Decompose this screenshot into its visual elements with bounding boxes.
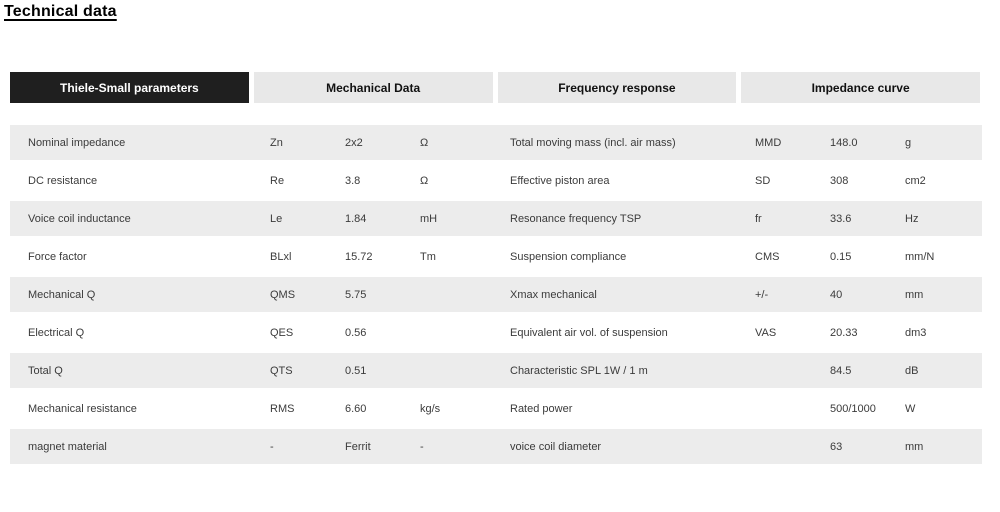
param-value: 0.15 <box>830 250 852 263</box>
param-label: Suspension compliance <box>510 250 627 263</box>
param-symbol: RMS <box>270 402 295 415</box>
param-unit: - <box>420 440 424 453</box>
param-unit: dB <box>905 364 919 377</box>
param-unit: Ω <box>420 136 429 149</box>
technical-data-table <box>10 125 982 467</box>
param-symbol: - <box>270 440 274 453</box>
param-label: Equivalent air vol. of suspension <box>510 326 668 339</box>
param-value: 2x2 <box>345 136 363 149</box>
tab-bar <box>10 72 980 103</box>
param-value: 308 <box>830 174 849 187</box>
param-unit: g <box>905 136 912 149</box>
param-value: 84.5 <box>830 364 852 377</box>
param-unit: Ω <box>420 174 429 187</box>
param-symbol: QMS <box>270 288 296 301</box>
param-unit: Hz <box>905 212 919 225</box>
param-symbol: Le <box>270 212 283 225</box>
param-unit: mm <box>905 440 924 453</box>
param-value: 33.6 <box>830 212 852 225</box>
param-unit: W <box>905 402 916 415</box>
param-value: 40 <box>830 288 843 301</box>
param-label: Mechanical Q <box>28 288 96 301</box>
param-symbol: MMD <box>755 136 782 149</box>
param-value: 5.75 <box>345 288 367 301</box>
param-label: DC resistance <box>28 174 98 187</box>
param-symbol: QTS <box>270 364 293 377</box>
param-label: magnet material <box>28 440 107 453</box>
table-row <box>10 239 982 274</box>
param-unit: mH <box>420 212 438 225</box>
param-unit: dm3 <box>905 326 927 339</box>
param-symbol: BLxl <box>270 250 292 263</box>
param-label: Resonance frequency TSP <box>510 212 642 225</box>
param-symbol: Zn <box>270 136 283 149</box>
param-value: Ferrit <box>345 440 371 453</box>
param-label: Rated power <box>510 402 573 415</box>
param-value: 3.8 <box>345 174 361 187</box>
param-symbol: CMS <box>755 250 780 263</box>
table-row <box>10 391 982 426</box>
table-row <box>10 201 982 236</box>
param-symbol: Re <box>270 174 285 187</box>
tab-frequency-response[interactable]: Frequency response <box>498 72 737 103</box>
param-unit: kg/s <box>420 402 441 415</box>
param-label: Total Q <box>28 364 63 377</box>
param-unit: mm <box>905 288 924 301</box>
param-label: Effective piston area <box>510 174 610 187</box>
param-value: 1.84 <box>345 212 367 225</box>
param-label: Force factor <box>28 250 87 263</box>
param-label: Mechanical resistance <box>28 402 137 415</box>
param-value: 148.0 <box>830 136 858 149</box>
param-label: Voice coil inductance <box>28 212 131 225</box>
param-value: 6.60 <box>345 402 367 415</box>
param-symbol: VAS <box>755 326 777 339</box>
table-row <box>10 125 982 160</box>
table-row <box>10 163 982 198</box>
tab-thiele-small-parameters[interactable]: Thiele-Small parameters <box>10 72 249 103</box>
param-symbol: SD <box>755 174 771 187</box>
param-value: 15.72 <box>345 250 373 263</box>
param-value: 500/1000 <box>830 402 876 415</box>
param-label: voice coil diameter <box>510 440 602 453</box>
param-label: Characteristic SPL 1W / 1 m <box>510 364 648 377</box>
table-row <box>10 353 982 388</box>
tab-mechanical-data[interactable]: Mechanical Data <box>254 72 493 103</box>
param-symbol: fr <box>755 212 762 225</box>
param-symbol: +/- <box>755 288 769 301</box>
param-symbol: QES <box>270 326 294 339</box>
param-label: Electrical Q <box>28 326 85 339</box>
page-title: Technical data <box>4 3 117 20</box>
param-label: Nominal impedance <box>28 136 126 149</box>
param-unit: mm/N <box>905 250 935 263</box>
param-value: 0.51 <box>345 364 367 377</box>
param-value: 0.56 <box>345 326 367 339</box>
table-row <box>10 315 982 350</box>
param-label: Total moving mass (incl. air mass) <box>510 136 676 149</box>
param-value: 20.33 <box>830 326 858 339</box>
table-row <box>10 429 982 464</box>
param-unit: cm2 <box>905 174 926 187</box>
param-value: 63 <box>830 440 843 453</box>
param-label: Xmax mechanical <box>510 288 597 301</box>
table-row <box>10 277 982 312</box>
param-unit: Tm <box>420 250 436 263</box>
tab-impedance-curve[interactable]: Impedance curve <box>741 72 980 103</box>
